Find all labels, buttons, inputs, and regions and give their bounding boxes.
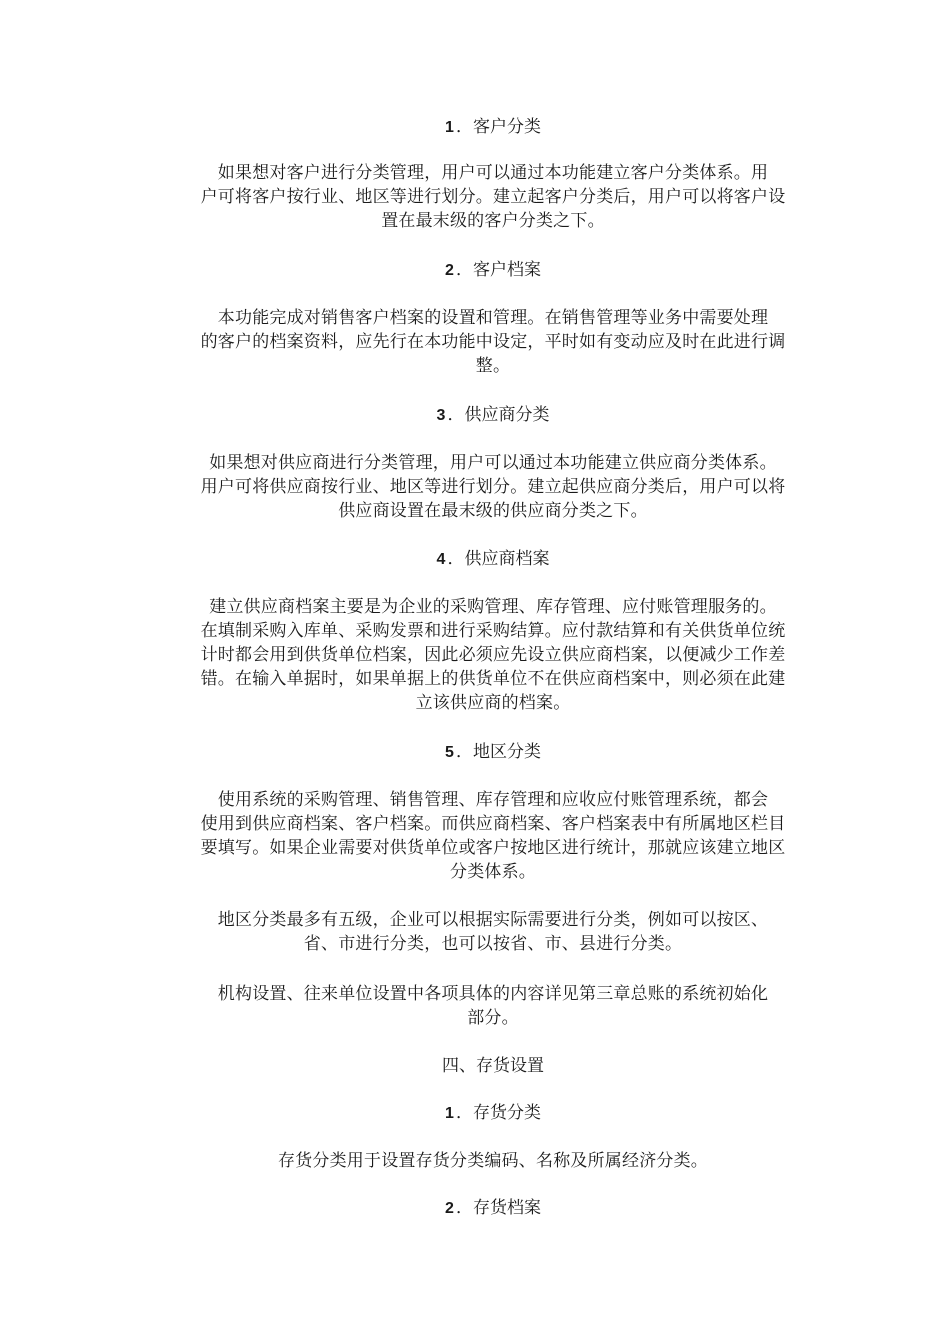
heading-title: ．存货档案	[455, 1198, 541, 1218]
heading-title: ．地区分类	[455, 742, 541, 762]
text-line: 使用到供应商档案、客户档案。而供应商档案、客户档案表中有所属地区栏目	[200, 814, 786, 834]
heading-number: 4	[436, 551, 446, 568]
paragraph-supplier-category	[178, 451, 808, 523]
text-line: 计时都会用到供货单位档案，因此必须应先设立供应商档案，以便减少工作差	[200, 645, 786, 665]
heading-title: ．供应商分类	[447, 405, 550, 425]
heading-title: 四、存货设置	[442, 1056, 544, 1076]
section-heading-supplier-archive	[178, 547, 808, 572]
paragraph-supplier-archive	[178, 595, 808, 715]
text-line: 在填制采购入库单、采购发票和进行采购结算。应付款结算和有关供货单位统	[200, 621, 786, 641]
text-line: 如果想对客户进行分类管理，用户可以通过本功能建立客户分类体系。用	[217, 163, 769, 183]
paragraph-customer-archive	[178, 306, 808, 378]
text-line: 分类体系。	[450, 862, 536, 882]
text-line: 使用系统的采购管理、销售管理、库存管理和应收应付账管理系统，都会	[217, 790, 769, 810]
heading-title: ．客户档案	[455, 260, 541, 280]
section-heading-customer-archive	[178, 258, 808, 283]
section-heading-inventory-archive	[178, 1196, 808, 1221]
paragraph-region-category	[178, 788, 808, 884]
text-line: 如果想对供应商进行分类管理，用户可以通过本功能建立供应商分类体系。	[209, 453, 777, 473]
text-line: 置在最末级的客户分类之下。	[381, 211, 605, 231]
section-heading-inventory-category	[178, 1101, 808, 1126]
heading-number: 1	[445, 1105, 454, 1122]
heading-number: 2	[445, 262, 454, 279]
text-line: 机构设置、往来单位设置中各项具体的内容详见第三章总账的系统初始化	[217, 984, 769, 1004]
heading-title: ．客户分类	[455, 117, 541, 137]
section-heading-region-category	[178, 740, 808, 765]
text-line: 的客户的档案资料，应先行在本功能中设定，平时如有变动应及时在此进行调	[200, 332, 786, 352]
paragraph-org-settings	[178, 982, 808, 1030]
section-heading-customer-category	[178, 115, 808, 140]
paragraph-region-levels	[178, 908, 808, 956]
text-line: 省、市进行分类，也可以按省、市、县进行分类。	[303, 934, 683, 954]
section-heading-supplier-category	[178, 403, 808, 428]
section-heading-inventory-settings	[178, 1054, 808, 1078]
paragraph-customer-category	[178, 161, 808, 233]
heading-number: 3	[436, 407, 446, 424]
text-line: 要填写。如果企业需要对供货单位或客户按地区进行统计，那就应该建立地区	[200, 838, 786, 858]
heading-number: 2	[445, 1200, 454, 1217]
heading-title: ．供应商档案	[447, 549, 550, 569]
text-line: 存货分类用于设置存货分类编码、名称及所属经济分类。	[278, 1151, 708, 1171]
text-line: 建立供应商档案主要是为企业的采购管理、库存管理、应付账管理服务的。	[209, 597, 777, 617]
text-line: 整。	[475, 356, 511, 376]
text-line: 立该供应商的档案。	[415, 693, 571, 713]
heading-title: ．存货分类	[455, 1103, 541, 1123]
text-line: 供应商设置在最末级的供应商分类之下。	[338, 501, 648, 521]
text-line: 错。在输入单据时，如果单据上的供货单位不在供应商档案中，则必须在此建	[200, 669, 786, 689]
heading-number: 5	[445, 744, 454, 761]
text-line: 用户可将供应商按行业、地区等进行划分。建立起供应商分类后，用户可以将	[200, 477, 786, 497]
text-line: 本功能完成对销售客户档案的设置和管理。在销售管理等业务中需要处理	[217, 308, 769, 328]
paragraph-inventory-category	[178, 1149, 808, 1173]
text-line: 地区分类最多有五级，企业可以根据实际需要进行分类，例如可以按区、	[217, 910, 769, 930]
text-line: 户可将客户按行业、地区等进行划分。建立起客户分类后，用户可以将客户设	[200, 187, 786, 207]
text-line: 部分。	[467, 1008, 519, 1028]
heading-number: 1	[445, 119, 454, 136]
